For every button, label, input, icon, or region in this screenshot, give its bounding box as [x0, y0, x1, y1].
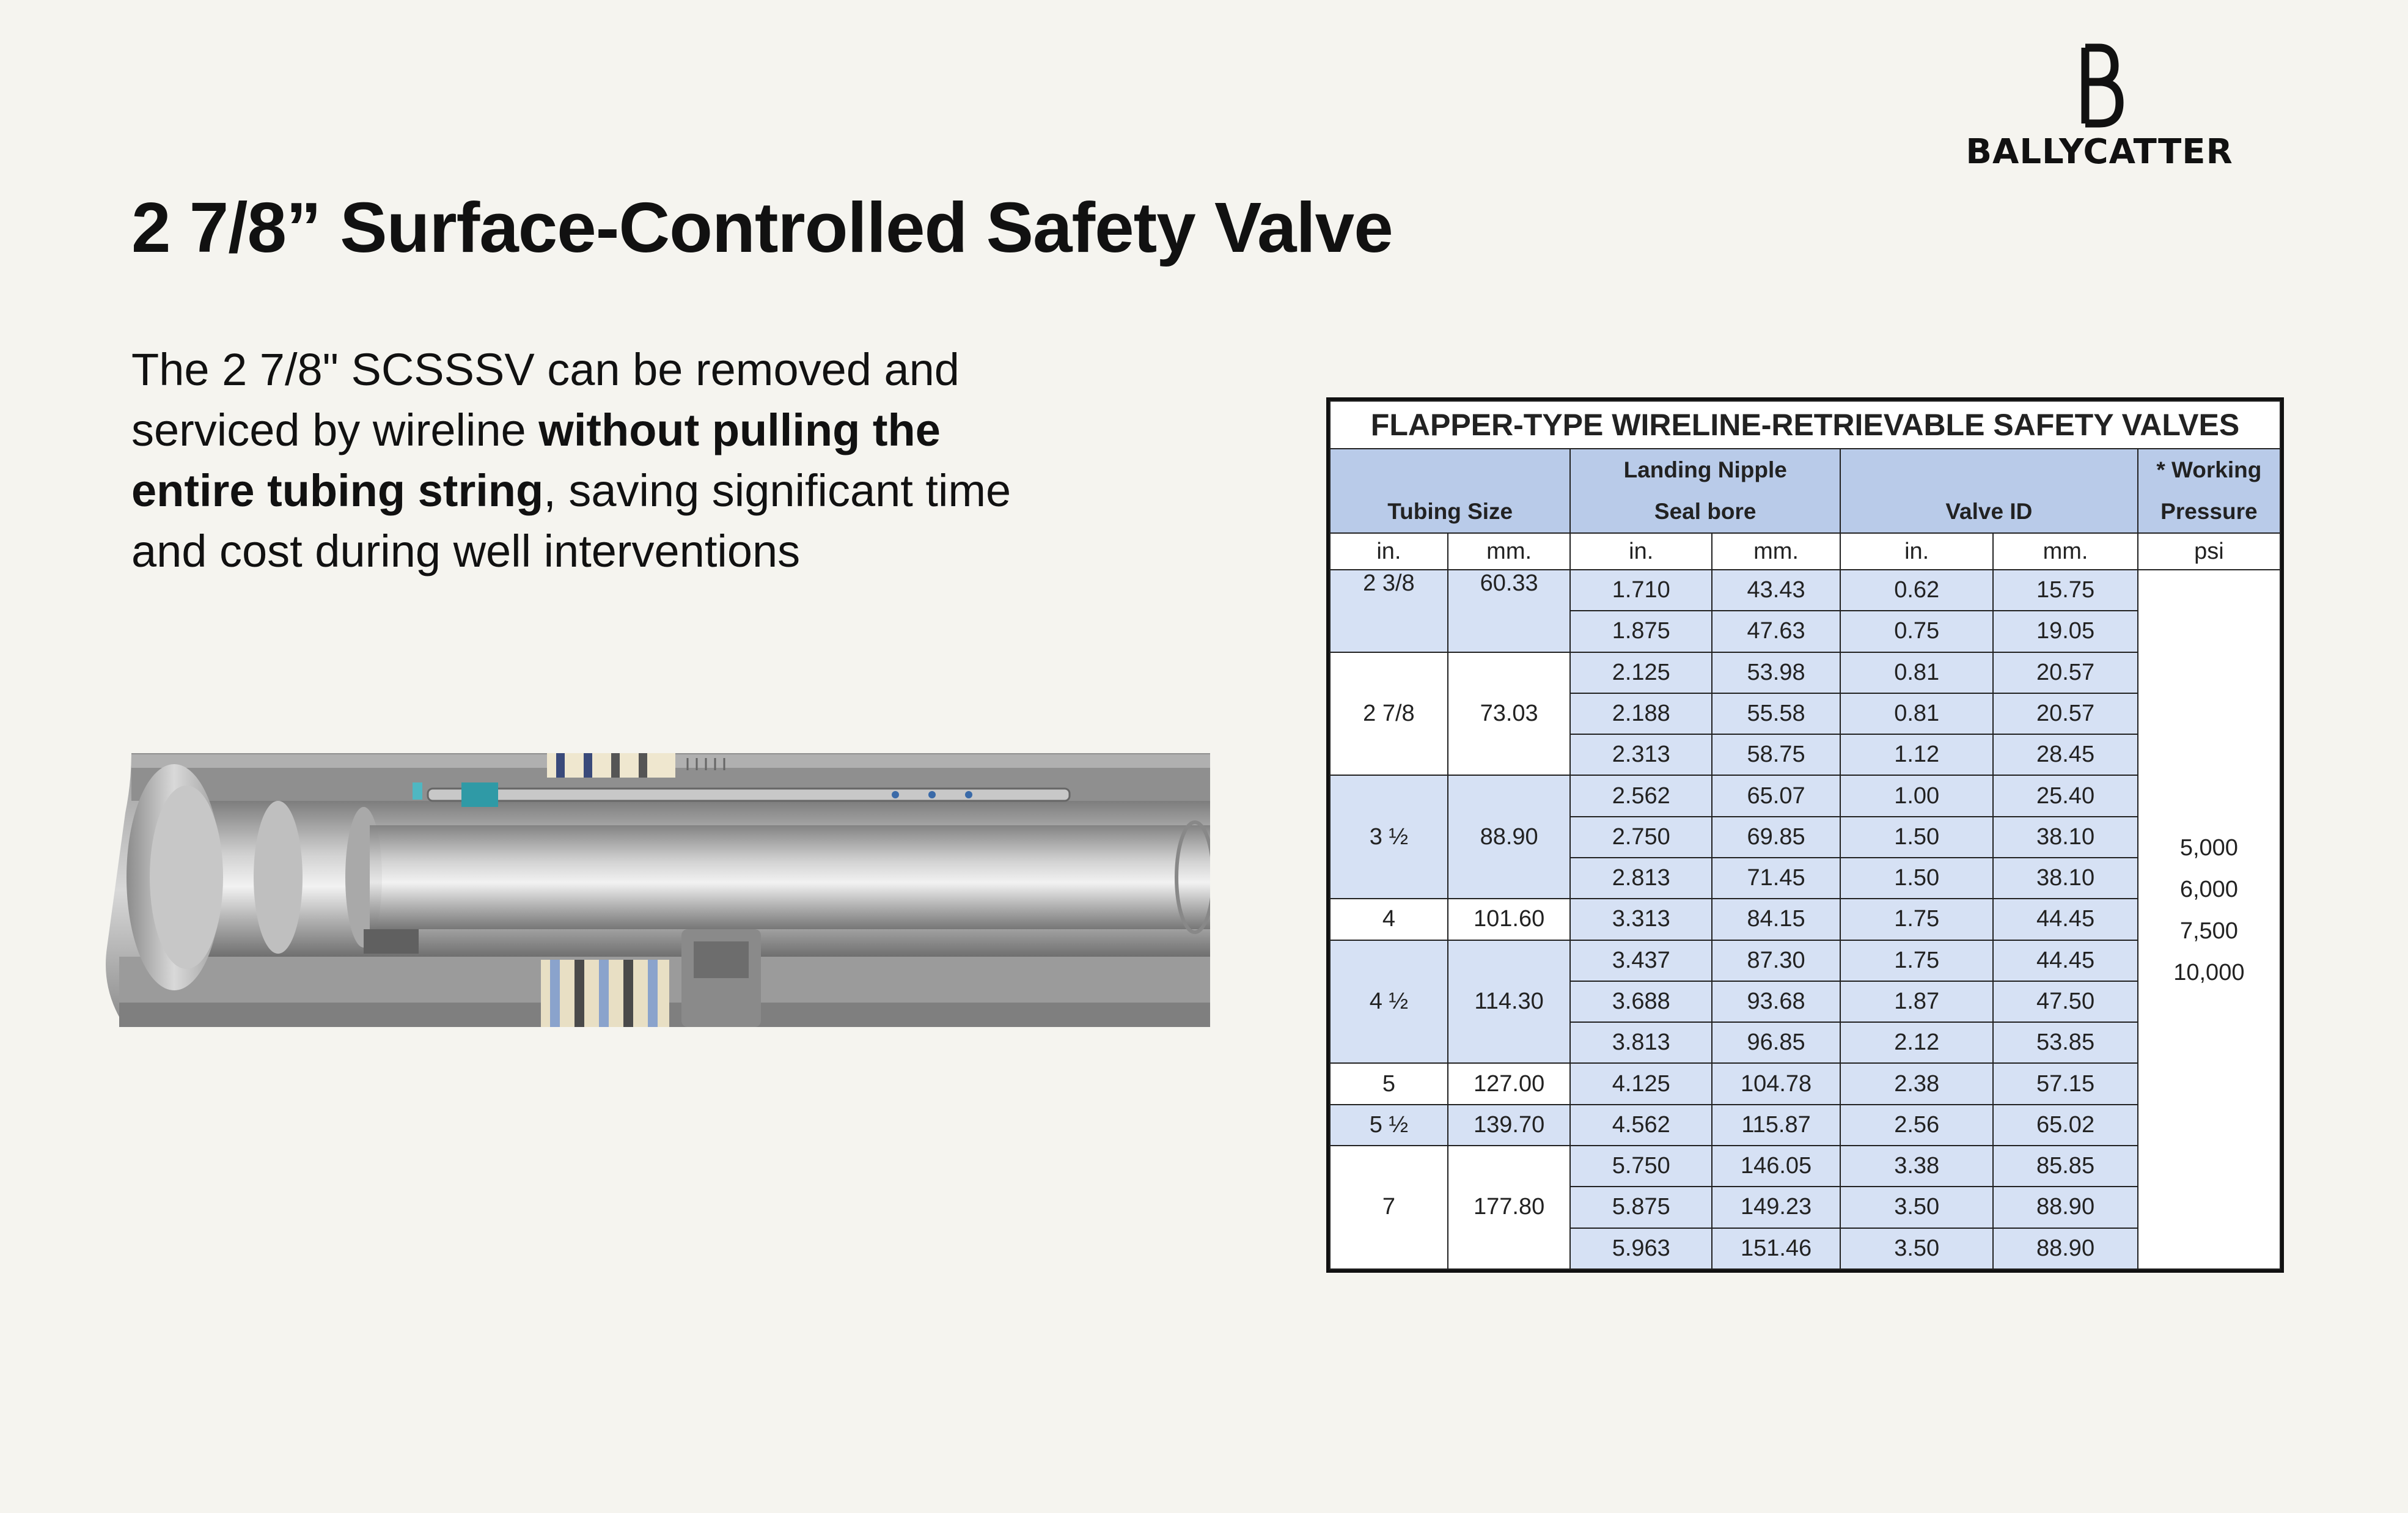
valve-id-mm: 57.15 — [1993, 1063, 2137, 1104]
seal-bore-mm: 87.30 — [1712, 940, 1840, 981]
valve-id-in: 1.00 — [1840, 775, 1993, 816]
tubing-size-mm: 177.80 — [1448, 1146, 1571, 1269]
tubing-size-in: 5 ½ — [1330, 1105, 1448, 1146]
valve-id-in: 3.38 — [1840, 1146, 1993, 1187]
ballycatter-mark-icon — [2072, 43, 2127, 128]
tubing-size-in: 7 — [1330, 1146, 1448, 1269]
valve-id-in: 2.56 — [1840, 1105, 1993, 1146]
valve-id-mm: 20.57 — [1993, 693, 2137, 734]
working-pressure-header: * Working Pressure — [2138, 449, 2280, 533]
seal-bore-in: 5.750 — [1570, 1146, 1712, 1187]
valve-id-in: 3.50 — [1840, 1228, 1993, 1270]
tubing-size-in: 5 — [1330, 1063, 1448, 1104]
unit-cell: in. — [1840, 533, 1993, 570]
valve-id-in: 1.12 — [1840, 734, 1993, 775]
tubing-size-mm: 88.90 — [1448, 775, 1571, 899]
valve-id-in: 1.75 — [1840, 899, 1993, 940]
seal-bore-in: 2.562 — [1570, 775, 1712, 816]
working-pressure-values — [2138, 570, 2280, 1269]
seal-bore-in: 3.688 — [1570, 981, 1712, 1022]
valve-id-in: 1.50 — [1840, 817, 1993, 858]
seal-bore-mm: 71.45 — [1712, 858, 1840, 899]
tubing-size-header: Tubing Size — [1330, 449, 1570, 533]
unit-cell: mm. — [1448, 533, 1571, 570]
valve-id-mm: 20.57 — [1993, 652, 2137, 693]
table-title: FLAPPER-TYPE WIRELINE-RETRIEVABLE SAFETY VALVES — [1330, 401, 2280, 449]
seal-bore-mm: 146.05 — [1712, 1146, 1840, 1187]
valve-id-mm: 53.85 — [1993, 1022, 2137, 1063]
spec-table — [1326, 397, 2284, 1273]
unit-cell: in. — [1330, 533, 1448, 570]
valve-id-mm: 88.90 — [1993, 1228, 2137, 1270]
description-emphasis: without pulling the entire tubing string — [131, 405, 941, 516]
seal-bore-mm: 69.85 — [1712, 817, 1840, 858]
safety-valve-cutaway-image — [101, 746, 1210, 1039]
seal-bore-in: 2.750 — [1570, 817, 1712, 858]
valve-id-mm: 28.45 — [1993, 734, 2137, 775]
valve-id-mm: 19.05 — [1993, 611, 2137, 652]
seal-bore-in: 4.125 — [1570, 1063, 1712, 1104]
unit-cell: mm. — [1712, 533, 1840, 570]
valve-id-in: 0.81 — [1840, 652, 1993, 693]
valve-id-mm: 38.10 — [1993, 817, 2137, 858]
valve-id-mm: 88.90 — [1993, 1187, 2137, 1228]
seal-bore-in: 1.710 — [1570, 570, 1712, 611]
seal-bore-mm: 65.07 — [1712, 775, 1840, 816]
seal-bore-mm: 47.63 — [1712, 611, 1840, 652]
seal-bore-in: 1.875 — [1570, 611, 1712, 652]
seal-bore-in: 5.963 — [1570, 1228, 1712, 1270]
valve-id-in: 1.87 — [1840, 981, 1993, 1022]
seal-bore-in: 5.875 — [1570, 1187, 1712, 1228]
seal-bore-mm: 84.15 — [1712, 899, 1840, 940]
valve-id-in: 0.81 — [1840, 693, 1993, 734]
seal-bore-in: 3.813 — [1570, 1022, 1712, 1063]
seal-bore-mm: 151.46 — [1712, 1228, 1840, 1270]
page-title: 2 7/8” Surface-Controlled Safety Valve — [131, 188, 1393, 267]
valve-id-in: 1.50 — [1840, 858, 1993, 899]
seal-bore-mm: 104.78 — [1712, 1063, 1840, 1104]
seal-bore-in: 3.313 — [1570, 899, 1712, 940]
brand-logo — [1953, 43, 2246, 172]
table-row — [1330, 570, 2280, 611]
seal-bore-in: 2.313 — [1570, 734, 1712, 775]
landing-nipple-header: Landing Nipple Seal bore — [1570, 449, 1840, 533]
tubing-size-mm: 60.33 — [1448, 570, 1571, 652]
tubing-size-in: 3 ½ — [1330, 775, 1448, 899]
seal-bore-mm: 93.68 — [1712, 981, 1840, 1022]
seal-bore-in: 3.437 — [1570, 940, 1712, 981]
valve-id-mm: 38.10 — [1993, 858, 2137, 899]
valve-id-mm: 44.45 — [1993, 899, 2137, 940]
seal-bore-mm: 96.85 — [1712, 1022, 1840, 1063]
valve-id-mm: 44.45 — [1993, 940, 2137, 981]
valve-id-in: 0.75 — [1840, 611, 1993, 652]
seal-bore-mm: 58.75 — [1712, 734, 1840, 775]
spec-table-body — [1330, 570, 2280, 1269]
seal-bore-in: 4.562 — [1570, 1105, 1712, 1146]
valve-id-in: 3.50 — [1840, 1187, 1993, 1228]
unit-cell: mm. — [1993, 533, 2137, 570]
pressure-value: 5,000 — [2179, 835, 2238, 861]
valve-id-mm: 25.40 — [1993, 775, 2137, 816]
pressure-value: 10,000 — [2173, 960, 2245, 985]
valve-id-in: 2.38 — [1840, 1063, 1993, 1104]
description-text: The 2 7/8" SCSSSV can be removed and serviced by wireline — [131, 344, 960, 455]
tubing-size-mm: 139.70 — [1448, 1105, 1571, 1146]
tubing-size-mm: 73.03 — [1448, 652, 1571, 776]
description-text-end: , saving significant time and cost during well interventions — [131, 465, 1011, 576]
pressure-value: 6,000 — [2179, 877, 2238, 902]
pressure-value: 7,500 — [2179, 918, 2238, 944]
description — [131, 339, 1048, 581]
tubing-size-mm: 101.60 — [1448, 899, 1571, 940]
seal-bore-mm: 149.23 — [1712, 1187, 1840, 1228]
seal-bore-in: 2.125 — [1570, 652, 1712, 693]
safety-valve-spec-table — [1329, 400, 2281, 1270]
valve-id-mm: 47.50 — [1993, 981, 2137, 1022]
tubing-size-mm: 114.30 — [1448, 940, 1571, 1064]
seal-bore-mm: 53.98 — [1712, 652, 1840, 693]
seal-bore-in: 2.188 — [1570, 693, 1712, 734]
unit-cell: psi — [2138, 533, 2280, 570]
valve-id-in: 2.12 — [1840, 1022, 1993, 1063]
seal-bore-mm: 115.87 — [1712, 1105, 1840, 1146]
valve-id-in: 1.75 — [1840, 940, 1993, 981]
unit-cell: in. — [1570, 533, 1712, 570]
tubing-size-mm: 127.00 — [1448, 1063, 1571, 1104]
tubing-size-in: 4 — [1330, 899, 1448, 940]
valve-id-mm: 85.85 — [1993, 1146, 2137, 1187]
tubing-size-in: 4 ½ — [1330, 940, 1448, 1064]
tubing-size-in: 2 3/8 — [1330, 570, 1448, 652]
brand-name: BALLYCATTER — [1966, 132, 2233, 172]
tubing-size-in: 2 7/8 — [1330, 652, 1448, 776]
valve-id-mm: 15.75 — [1993, 570, 2137, 611]
valve-id-in: 0.62 — [1840, 570, 1993, 611]
valve-id-header: Valve ID — [1840, 449, 2138, 533]
seal-bore-in: 2.813 — [1570, 858, 1712, 899]
seal-bore-mm: 43.43 — [1712, 570, 1840, 611]
valve-id-mm: 65.02 — [1993, 1105, 2137, 1146]
seal-bore-mm: 55.58 — [1712, 693, 1840, 734]
